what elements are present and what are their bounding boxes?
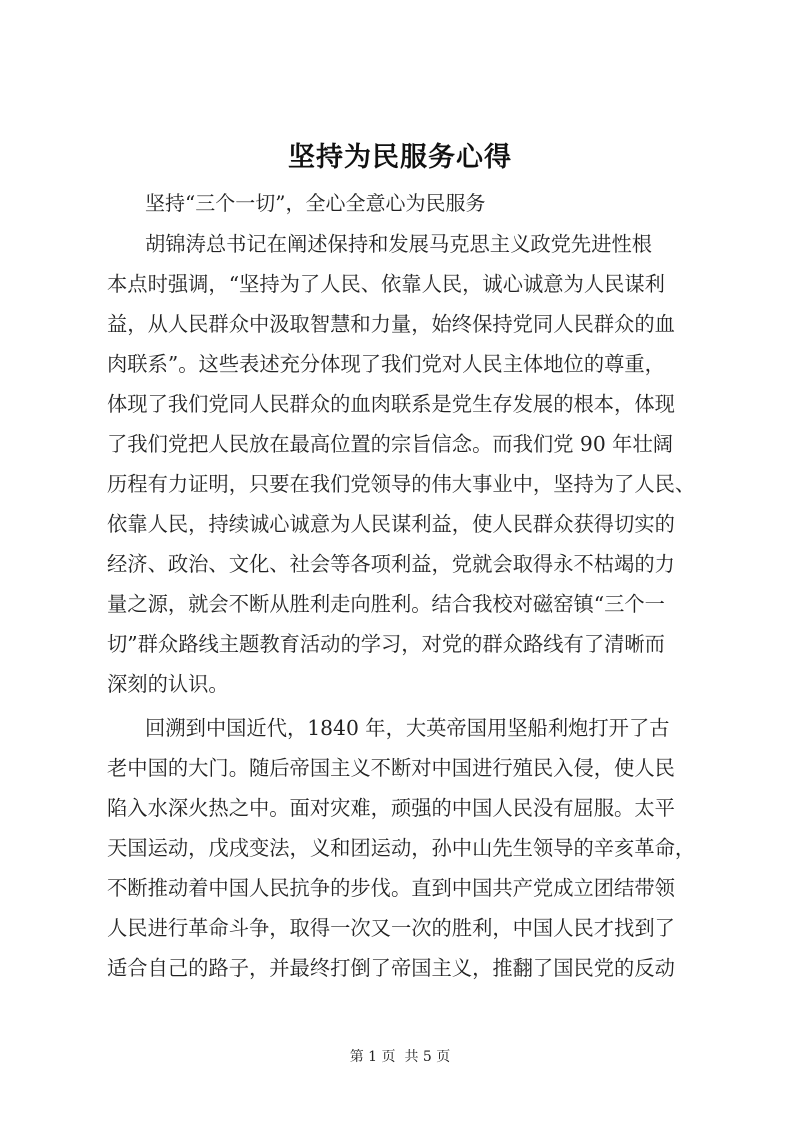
paragraph-2-line: 适合自己的路子，并最终打倒了帝国主义，推翻了国民党的反动 — [107, 956, 675, 980]
paragraph-2-line: 人民进行革命斗争，取得一次又一次的胜利，中国人民才找到了 — [107, 916, 675, 940]
paragraph-1-line: 历程有力证明，只要在我们党领导的伟大事业中，坚持为了人民、 — [107, 472, 696, 496]
paragraph-1-line: 依靠人民，持续诚心诚意为人民谋利益，使人民群众获得切实的 — [107, 512, 675, 536]
paragraph-1-line: 本点时强调，“坚持为了人民、依靠人民，诚心诚意为人民谋利 — [107, 272, 665, 296]
paragraph-1-line: 深刻的认识。 — [107, 672, 229, 696]
paragraph-2-line: 天国运动，戊戌变法，义和团运动，孙中山先生领导的辛亥革命， — [107, 836, 696, 860]
paragraph-1-line: 体现了我们党同人民群众的血肉联系是党生存发展的根本，体现 — [107, 392, 675, 416]
paragraph-1-line: 益，从人民群众中汲取智慧和力量，始终保持党同人民群众的血 — [107, 312, 675, 336]
paragraph-2-line: 回溯到中国近代，1840 年，大英帝国用坚船利炮打开了古 — [145, 716, 670, 740]
page-title: 坚持为民服务心得 — [288, 142, 512, 173]
section-heading: 坚持“三个一切”，全心全意心为民服务 — [145, 191, 486, 215]
document-body — [107, 224, 707, 988]
paragraph-1-line: 胡锦涛总书记在阐述保持和发展马克思主义政党先进性根 — [145, 232, 653, 256]
paragraph-2-line: 不断推动着中国人民抗争的步伐。直到中国共产党成立团结带领 — [107, 876, 675, 900]
paragraph-2-line: 老中国的大门。随后帝国主义不断对中国进行殖民入侵，使人民 — [107, 756, 675, 780]
paragraph-1-line: 肉联系”。这些表述充分体现了我们党对人民主体地位的尊重， — [107, 352, 665, 376]
paragraph-1-line: 经济、政治、文化、社会等各项利益，党就会取得永不枯竭的力 — [107, 552, 675, 576]
paragraph-2-line: 陷入水深火热之中。面对灾难，顽强的中国人民没有屈服。太平 — [107, 796, 675, 820]
page-footer: 第 1 页 共 5 页 — [349, 1049, 451, 1065]
paragraph-1-line: 切”群众路线主题教育活动的学习，对党的群众路线有了清晰而 — [107, 632, 665, 656]
paragraph-1-line: 了我们党把人民放在最高位置的宗旨信念。而我们党 90 年壮阔 — [107, 432, 674, 456]
paragraph-1-line: 量之源，就会不断从胜利走向胜利。结合我校对磁窑镇“三个一 — [107, 592, 665, 616]
